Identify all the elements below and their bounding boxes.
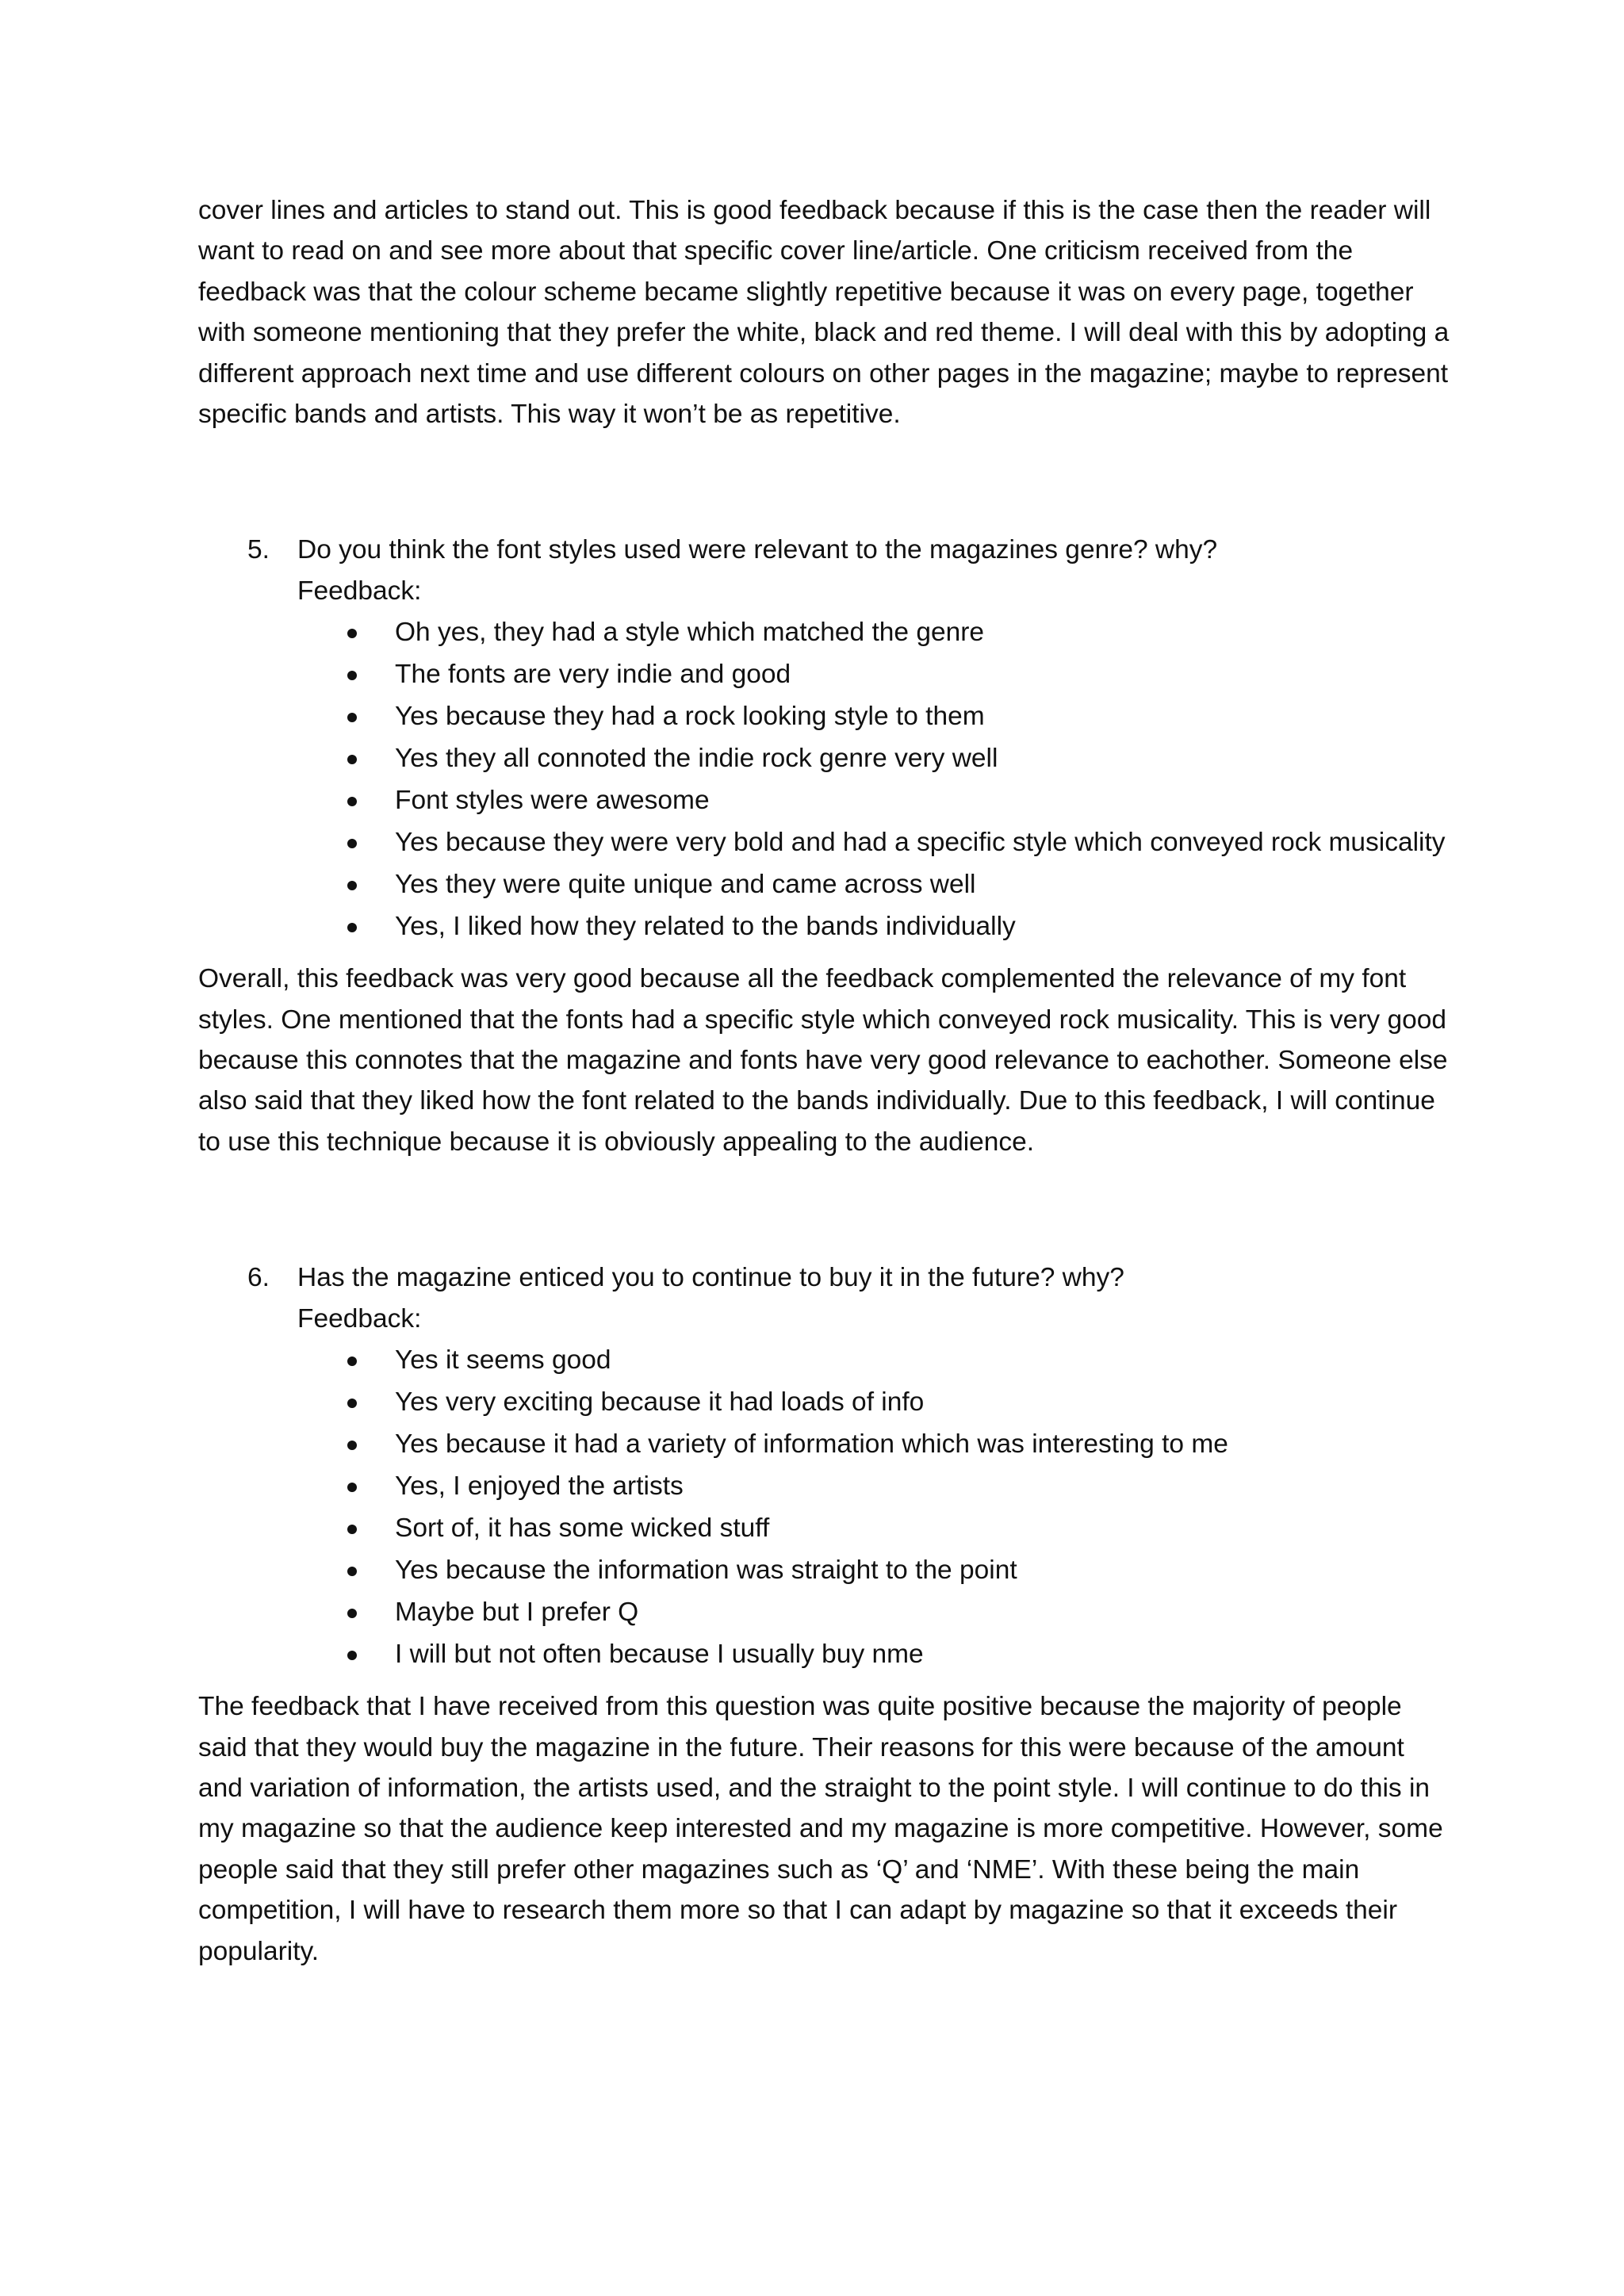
bullet-icon: [347, 629, 357, 638]
response-text: The fonts are very indie and good: [395, 660, 791, 690]
question-6-summary: The feedback that I have received from this question was quite positive because the majority of people said that they would buy the magazine in the future. Their reasons for this were because of the amount and variation of information, the artists used, and the straight to the point style. I will continue to do this in my magazine so that the audience keep interested and my magazine is more competitive. However, some people said that they still prefer other magazines such as ‘Q’ and ‘NME’. With these being the main competition, I will have to research them more so that I can adapt by magazine so that it exceeds their popularity.: [198, 1692, 1443, 1966]
list-item: [198, 737, 1451, 779]
bullet-icon: [347, 1525, 357, 1534]
bullet-icon: [347, 1651, 357, 1660]
response-text: Yes because they were very bold and had a specific style which conveyed rock musicality: [395, 828, 1446, 858]
response-text: Yes because the information was straight to the point: [395, 1556, 1017, 1586]
response-text: Yes, I liked how they related to the bands individually: [395, 912, 1016, 942]
question-5-section: [198, 530, 1451, 1162]
response-text: I will but not often because I usually buy nme: [395, 1640, 924, 1670]
response-text: Yes they all connoted the indie rock genre very well: [395, 744, 998, 774]
list-item: [198, 1507, 1451, 1549]
bullet-icon: [347, 797, 357, 806]
bullet-icon: [347, 1399, 357, 1408]
document-page: [198, 190, 1451, 1972]
list-item: [198, 1381, 1451, 1423]
question-5-number: 5.: [247, 535, 270, 565]
list-item: [198, 1549, 1451, 1591]
question-5: [198, 530, 1451, 570]
bullet-icon: [347, 923, 357, 932]
bullet-icon: [347, 881, 357, 890]
bullet-icon: [347, 671, 357, 680]
question-6: [198, 1257, 1451, 1298]
list-item: [198, 1423, 1451, 1465]
question-5-text: Do you think the font styles used were relevant to the magazines genre? why?: [297, 535, 1218, 565]
response-text: Yes because it had a variety of information which was interesting to me: [395, 1429, 1228, 1460]
question-5-responses: [198, 611, 1451, 947]
response-text: Yes it seems good: [395, 1345, 611, 1376]
bullet-icon: [347, 839, 357, 848]
question-6-section: [198, 1257, 1451, 1972]
list-item: [198, 863, 1451, 905]
list-item: [198, 695, 1451, 737]
list-item: [198, 779, 1451, 821]
response-text: Oh yes, they had a style which matched the genre: [395, 618, 985, 648]
bullet-icon: [347, 1357, 357, 1366]
section-spacer: [198, 1162, 1451, 1257]
question-6-number: 6.: [247, 1263, 270, 1293]
list-item: [198, 611, 1451, 653]
question-6-responses: [198, 1339, 1451, 1675]
bullet-icon: [347, 1567, 357, 1576]
bullet-icon: [347, 755, 357, 764]
question-5-summary: Overall, this feedback was very good because all the feedback complemented the relevance of my font styles. One mentioned that the fonts had a specific style which conveyed rock musicality. This is very good because this connotes that the magazine and fonts have very good relevance to eachother. Someone else also said that they liked how the font related to the bands individually. Due to this feedback, I will continue to use this technique because it is obviously appealing to the audience.: [198, 964, 1448, 1157]
list-item: [198, 1339, 1451, 1381]
response-text: Font styles were awesome: [395, 786, 710, 816]
response-text: Maybe but I prefer Q: [395, 1598, 639, 1628]
response-text: Yes, I enjoyed the artists: [395, 1471, 684, 1502]
question-6-feedback-label: Feedback:: [297, 1303, 422, 1334]
response-text: Sort of, it has some wicked stuff: [395, 1513, 770, 1544]
bullet-icon: [347, 1441, 357, 1450]
list-item: [198, 821, 1451, 863]
bullet-icon: [347, 1609, 357, 1618]
section-spacer: [198, 434, 1451, 530]
intro-paragraph: cover lines and articles to stand out. This is good feedback because if this is the case then the reader will want to read on and see more about that specific cover line/article. One criticism received from the feedback was that the colour scheme became slightly repetitive because it was on every page, together with someone mentioning that they prefer the white, black and red theme. I will deal with this by adopting a different approach next time and use different colours on other pages in the magazine; maybe to represent specific bands and artists. This way it won’t be as repetitive.: [198, 196, 1450, 430]
list-item: [198, 1465, 1451, 1507]
bullet-icon: [347, 1483, 357, 1492]
response-text: Yes because they had a rock looking style to them: [395, 702, 985, 732]
list-item: [198, 1633, 1451, 1675]
response-text: Yes they were quite unique and came across well: [395, 870, 976, 900]
question-5-feedback-label: Feedback:: [297, 576, 422, 606]
list-item: [198, 905, 1451, 947]
bullet-icon: [347, 713, 357, 722]
question-6-text: Has the magazine enticed you to continue to buy it in the future? why?: [297, 1263, 1124, 1293]
response-text: Yes very exciting because it had loads of info: [395, 1387, 925, 1418]
list-item: [198, 653, 1451, 695]
list-item: [198, 1591, 1451, 1633]
